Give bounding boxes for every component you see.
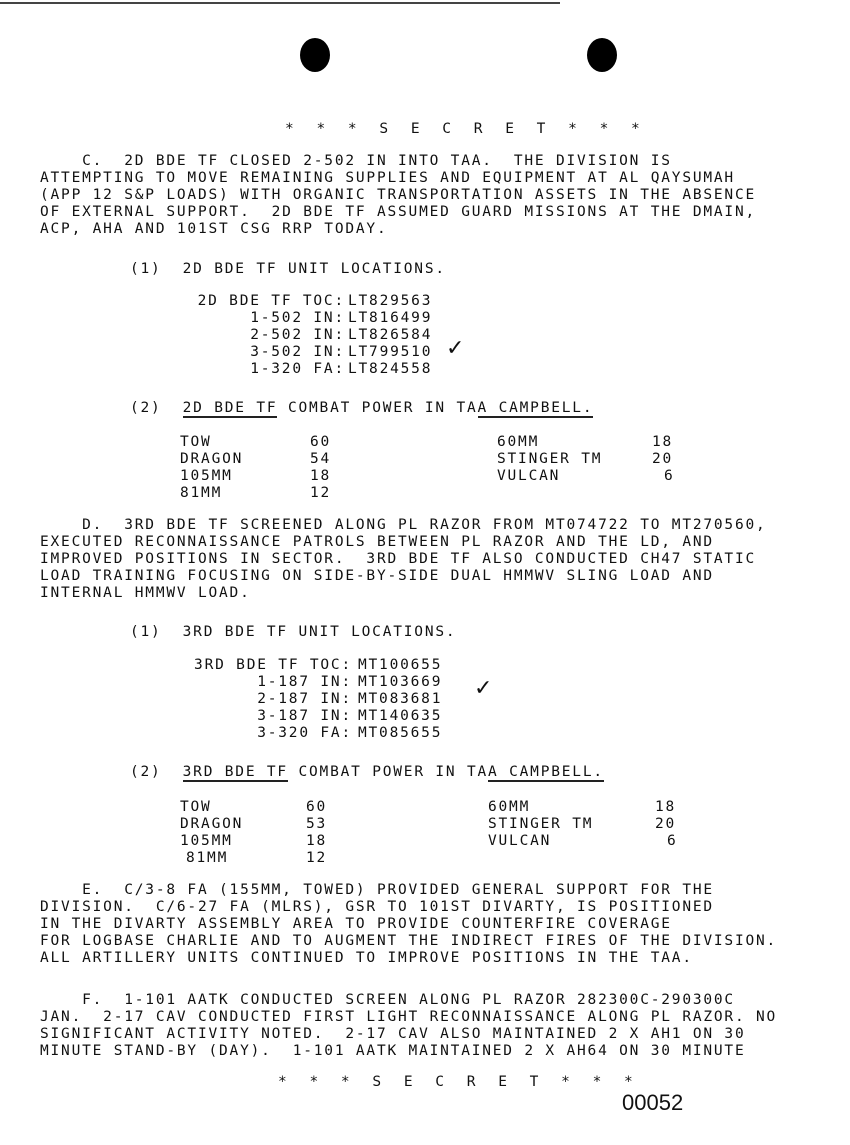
weapon: 81MM — [180, 485, 223, 501]
item-number: (2) — [130, 400, 162, 416]
quantity: 53 — [306, 816, 328, 832]
grid-ref: MT103669 — [358, 674, 443, 690]
text-line: SIGNIFICANT ACTIVITY NOTED. 2-17 CAV ALSO MAINTAINED 2 X AH1 ON 30 — [40, 1026, 746, 1042]
quantity: 6 — [667, 833, 678, 849]
punch-hole — [300, 38, 330, 72]
underlined-text: 2D BDE TF — [182, 400, 278, 416]
quantity: 60 — [306, 799, 328, 815]
subheading-combat-power — [130, 400, 593, 417]
unit-name: 2-502 IN: — [250, 327, 345, 343]
quantity: 18 — [306, 833, 328, 849]
grid-ref: MT083681 — [358, 691, 443, 707]
text-line: IMPROVED POSITIONS IN SECTOR. 3RD BDE TF ALSO CONDUCTED CH47 STATIC — [40, 551, 757, 567]
grid-ref: LT829563 — [348, 293, 433, 309]
text-line: ATTEMPTING TO MOVE REMAINING SUPPLIES AND EQUIPMENT AT AL QAYSUMAH — [40, 170, 735, 186]
unit-name: 3-502 IN: — [250, 344, 345, 360]
paragraph-c — [40, 153, 756, 238]
paragraph-e — [40, 882, 777, 967]
text-line: ALL ARTILLERY UNITS CONTINUED TO IMPROVE POSITIONS IN THE TAA. — [40, 950, 693, 966]
unit-name: 3RD BDE TF TOC: — [194, 657, 352, 673]
grid-ref: LT826584 — [348, 327, 433, 343]
subheading-combat-power — [130, 764, 604, 781]
grid-ref: LT799510 — [348, 344, 433, 360]
quantity: 54 — [310, 451, 332, 467]
text: COMBAT POWER IN TA — [287, 764, 489, 780]
underlined-text: A CAMPBELL. — [488, 764, 604, 780]
weapon: 105MM — [180, 468, 233, 484]
text-line: E. C/3-8 FA (155MM, TOWED) PROVIDED GENERAL SUPPORT FOR THE — [40, 882, 714, 898]
scan-edge-line — [0, 2, 560, 4]
text-line: D. 3RD BDE TF SCREENED ALONG PL RAZOR FROM MT074722 TO MT270560, — [40, 517, 767, 533]
weapon: 81MM — [186, 850, 229, 866]
quantity: 12 — [310, 485, 332, 501]
unit-name: 1-187 IN: — [257, 674, 352, 690]
weapon: STINGER TM — [488, 816, 594, 832]
text: COMBAT POWER IN TA — [277, 400, 478, 416]
text-line: LOAD TRAINING FOCUSING ON SIDE-BY-SIDE DUAL HMMWV SLING LOAD AND — [40, 568, 714, 584]
text-line: MINUTE STAND-BY (DAY). 1-101 AATK MAINTAINED 2 X AH64 ON 30 MINUTE — [40, 1043, 746, 1059]
combat-power-table-3rd-bde — [0, 799, 850, 869]
text-line: IN THE DIVARTY ASSEMBLY AREA TO PROVIDE COUNTERFIRE COVERAGE — [40, 916, 672, 932]
handwritten-check-mark: ✓ — [446, 336, 465, 361]
weapon: DRAGON — [180, 816, 244, 832]
unit-name: 1-502 IN: — [250, 310, 345, 326]
grid-ref: MT140635 — [358, 708, 443, 724]
weapon: STINGER TM — [497, 451, 603, 467]
combat-power-table-2d-bde — [0, 434, 850, 504]
weapon: 60MM — [488, 799, 531, 815]
grid-ref: MT085655 — [358, 725, 443, 741]
punch-hole — [587, 38, 617, 72]
text-line: (APP 12 S&P LOADS) WITH ORGANIC TRANSPORTATION ASSETS IN THE ABSENCE — [40, 187, 757, 203]
unit-name: 3-187 IN: — [257, 708, 352, 724]
unit-name: 2-187 IN: — [257, 691, 352, 707]
unit-name: 1-320 FA: — [250, 361, 345, 377]
grid-ref: LT824558 — [348, 361, 433, 377]
text-line: DIVISION. C/6-27 FA (MLRS), GSR TO 101ST DIVARTY, IS POSITIONED — [40, 899, 714, 915]
quantity: 18 — [310, 468, 332, 484]
text-line: JAN. 2-17 CAV CONDUCTED FIRST LIGHT RECONNAISSANCE ALONG PL RAZOR. NO — [40, 1009, 778, 1025]
grid-ref: MT100655 — [358, 657, 443, 673]
classification-header: * * * S E C R E T * * * — [285, 121, 647, 137]
page-number: 00052 — [622, 1090, 684, 1115]
text-line: F. 1-101 AATK CONDUCTED SCREEN ALONG PL RAZOR 282300C-290300C — [40, 992, 735, 1008]
unit-locations-2d-bde — [0, 293, 850, 383]
weapon: DRAGON — [180, 451, 244, 467]
quantity: 20 — [655, 816, 677, 832]
paragraph-d — [40, 517, 767, 602]
weapon: TOW — [180, 434, 212, 450]
underlined-text: A CAMPBELL. — [477, 400, 594, 416]
item-number: (2) — [130, 764, 162, 780]
text-line: ACP, AHA AND 101ST CSG RRP TODAY. — [40, 221, 388, 237]
text-line: INTERNAL HMMWV LOAD. — [40, 585, 251, 601]
weapon: VULCAN — [497, 468, 561, 484]
text-line: EXECUTED RECONNAISSANCE PATROLS BETWEEN PL RAZOR AND THE LD, AND — [40, 534, 714, 550]
quantity: 12 — [306, 850, 328, 866]
unit-name: 3-320 FA: — [257, 725, 352, 741]
quantity: 6 — [664, 468, 675, 484]
paragraph-f — [40, 992, 777, 1060]
quantity: 20 — [652, 451, 674, 467]
weapon: VULCAN — [488, 833, 552, 849]
quantity: 18 — [652, 434, 674, 450]
weapon: 60MM — [497, 434, 540, 450]
text-line: C. 2D BDE TF CLOSED 2-502 IN INTO TAA. THE DIVISION IS — [40, 153, 672, 169]
quantity: 60 — [310, 434, 332, 450]
subheading-unit-locations: (1) 3RD BDE TF UNIT LOCATIONS. — [130, 624, 457, 640]
text-line: OF EXTERNAL SUPPORT. 2D BDE TF ASSUMED GUARD MISSIONS AT THE DMAIN, — [40, 204, 757, 220]
weapon: TOW — [180, 799, 212, 815]
quantity: 18 — [655, 799, 677, 815]
handwritten-check-mark: ✓ — [474, 676, 493, 701]
classification-footer: * * * S E C R E T * * * — [278, 1074, 640, 1090]
text-line: FOR LOGBASE CHARLIE AND TO AUGMENT THE INDIRECT FIRES OF THE DIVISION. — [40, 933, 778, 949]
unit-locations-3rd-bde — [0, 657, 850, 747]
underlined-text: 3RD BDE TF — [182, 764, 288, 780]
grid-ref: LT816499 — [348, 310, 433, 326]
weapon: 105MM — [180, 833, 233, 849]
unit-name: 2D BDE TF TOC: — [197, 293, 345, 309]
subheading-unit-locations: (1) 2D BDE TF UNIT LOCATIONS. — [130, 261, 446, 277]
